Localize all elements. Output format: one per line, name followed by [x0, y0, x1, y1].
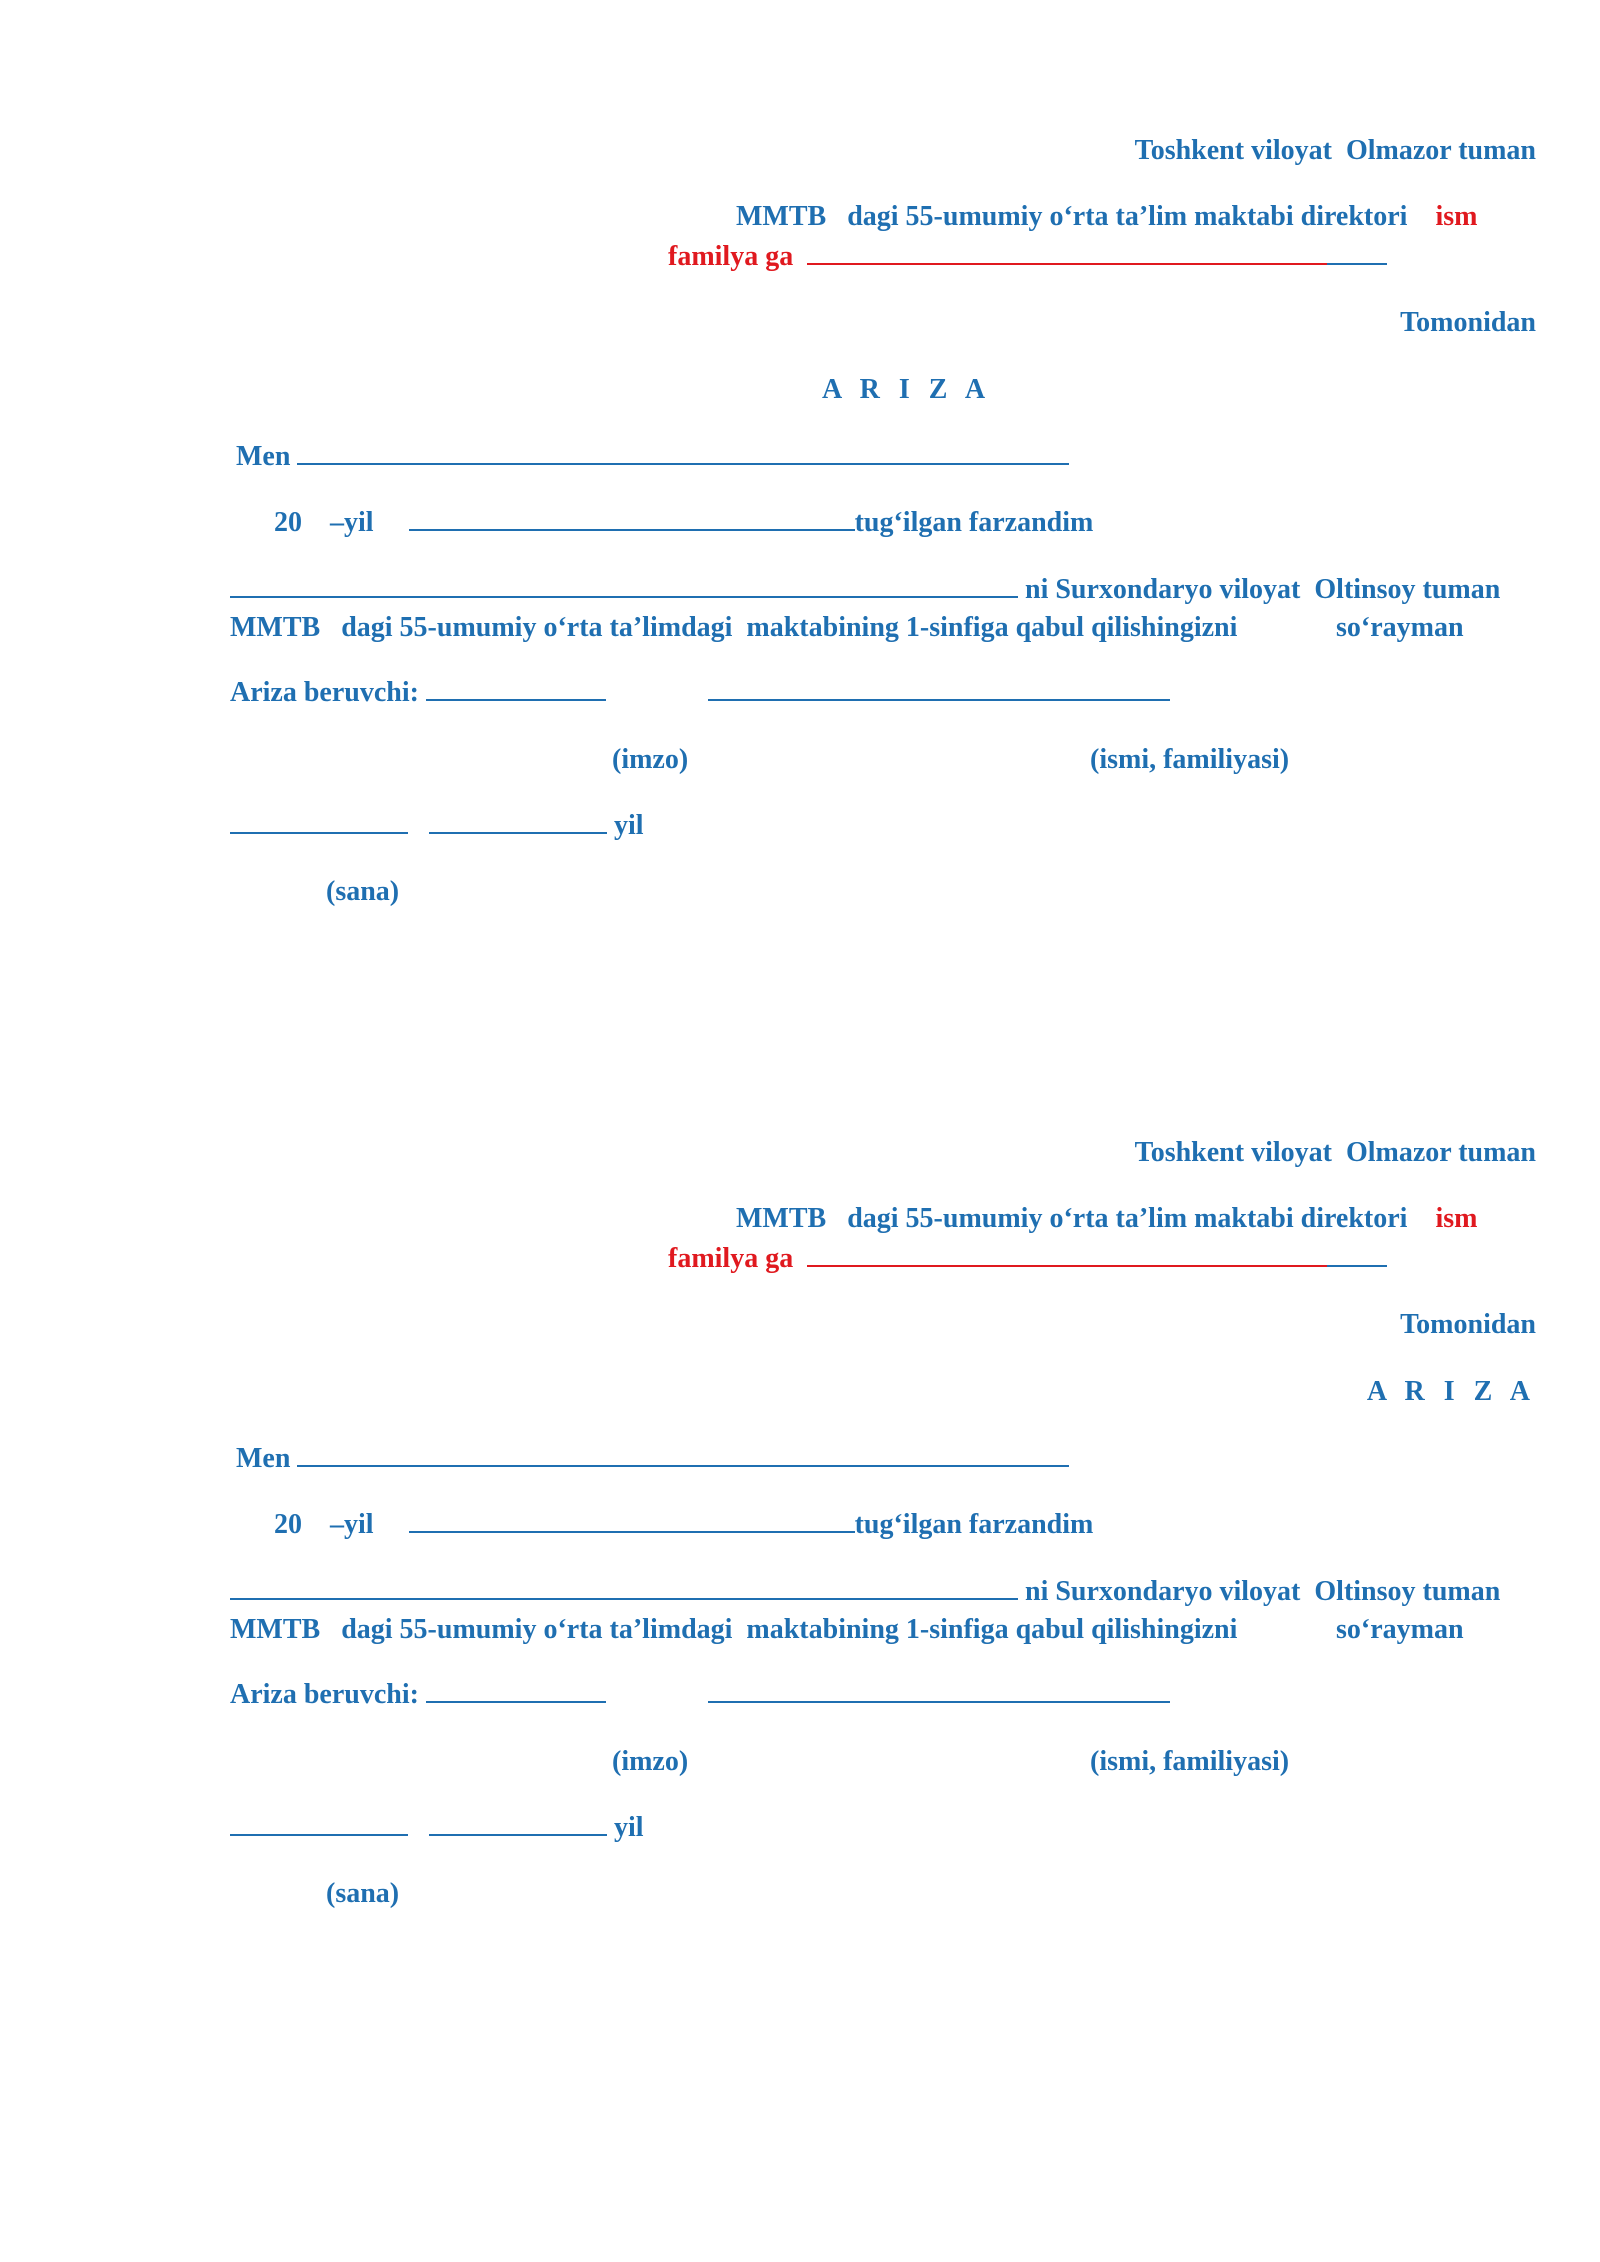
addressee-surname: familya ga: [668, 241, 794, 272]
applicant-label: Ariza beruvchi:: [230, 677, 419, 708]
men-label: Men: [236, 441, 291, 472]
addressee-name: ism: [1435, 201, 1478, 232]
from-label: Tomonidan: [1400, 307, 1536, 338]
year-suffix: –yil: [330, 1509, 374, 1540]
name-caption: (ismi, familiyasi): [1090, 1746, 1290, 1777]
addressee-blank-blue[interactable]: [1327, 241, 1387, 265]
signature-caption: (imzo): [612, 1746, 689, 1777]
document-title: A R I Z A: [822, 374, 992, 405]
name-caption: (ismi, familiyasi): [1090, 744, 1290, 775]
addressee-blank-red[interactable]: [807, 241, 1327, 265]
application-form-2: [0, 1002, 1600, 2002]
child-name-blank[interactable]: [230, 1576, 1018, 1600]
men-line: [236, 1443, 1069, 1475]
applicant-name-blank[interactable]: [708, 677, 1170, 701]
date-day-blank[interactable]: [230, 810, 408, 834]
signature-caption: (imzo): [612, 744, 689, 775]
year-word: yil: [614, 810, 644, 841]
date-line: [230, 1812, 644, 1844]
birth-date-blank[interactable]: [409, 507, 855, 531]
director-title: MMTB dagi 55-umumiy o‘rta ta’lim maktabi direktori: [736, 201, 1408, 232]
signature-blank[interactable]: [426, 1679, 606, 1703]
child-name-blank[interactable]: [230, 574, 1018, 598]
men-line: [236, 441, 1069, 473]
applicant-label: Ariza beruvchi:: [230, 1679, 419, 1710]
addressee-blank-red[interactable]: [807, 1243, 1327, 1267]
school-line: MMTB dagi 55-umumiy o‘rta ta’limdagi maktabining 1-sinfiga qabul qilishingizni: [230, 1614, 1238, 1645]
addressee-surname: familya ga: [668, 1243, 794, 1274]
header-line-1: Toshkent viloyat Olmazor tuman: [1134, 135, 1536, 166]
signature-blank[interactable]: [426, 677, 606, 701]
director-title: MMTB dagi 55-umumiy o‘rta ta’lim maktabi direktori: [736, 1203, 1408, 1234]
request-text: so‘rayman: [1336, 612, 1464, 643]
date-caption: (sana): [326, 876, 400, 907]
birth-line: [274, 507, 1093, 539]
document-title: A R I Z A: [1366, 1376, 1536, 1407]
date-month-blank[interactable]: [429, 810, 607, 834]
birth-date-blank[interactable]: [409, 1509, 855, 1533]
header-line-2: [736, 1203, 1477, 1235]
parent-name-blank[interactable]: [297, 1443, 1069, 1467]
date-caption: (sana): [326, 1878, 400, 1909]
school-region: ni Surxondaryo viloyat Oltinsoy tuman: [1025, 574, 1501, 605]
parent-name-blank[interactable]: [297, 441, 1069, 465]
date-line: [230, 810, 644, 842]
applicant-line: [230, 1679, 606, 1711]
child-line: [230, 1576, 1500, 1608]
applicant-name-line: [708, 677, 1170, 709]
date-month-blank[interactable]: [429, 1812, 607, 1836]
school-region: ni Surxondaryo viloyat Oltinsoy tuman: [1025, 1576, 1501, 1607]
addressee-line: [668, 1243, 1387, 1275]
year-prefix: 20: [274, 507, 302, 538]
applicant-name-line: [708, 1679, 1170, 1711]
birth-line: [274, 1509, 1093, 1541]
year-suffix: –yil: [330, 507, 374, 538]
applicant-line: [230, 677, 606, 709]
born-child-text: tug‘ilgan farzandim: [854, 507, 1094, 538]
year-word: yil: [614, 1812, 644, 1843]
school-line: MMTB dagi 55-umumiy o‘rta ta’limdagi maktabining 1-sinfiga qabul qilishingizni: [230, 612, 1238, 643]
addressee-line: [668, 241, 1387, 273]
applicant-name-blank[interactable]: [708, 1679, 1170, 1703]
date-day-blank[interactable]: [230, 1812, 408, 1836]
header-line-1: Toshkent viloyat Olmazor tuman: [1134, 1137, 1536, 1168]
addressee-blank-blue[interactable]: [1327, 1243, 1387, 1267]
request-text: so‘rayman: [1336, 1614, 1464, 1645]
child-line: [230, 574, 1500, 606]
addressee-name: ism: [1435, 1203, 1478, 1234]
born-child-text: tug‘ilgan farzandim: [854, 1509, 1094, 1540]
application-form-1: [0, 0, 1600, 1000]
header-line-2: [736, 201, 1477, 233]
from-label: Tomonidan: [1400, 1309, 1536, 1340]
year-prefix: 20: [274, 1509, 302, 1540]
men-label: Men: [236, 1443, 291, 1474]
